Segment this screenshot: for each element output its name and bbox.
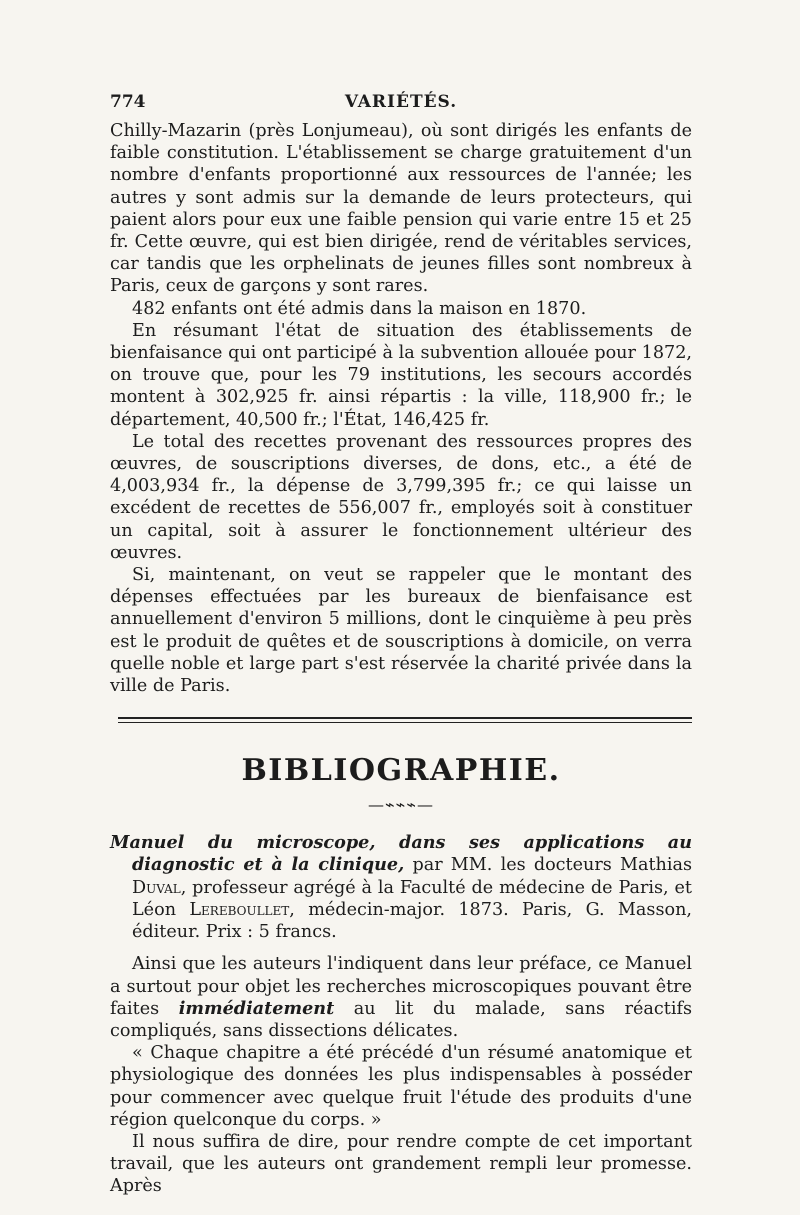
review-paragraph-3: Il nous suffira de dire, pour rendre compte de cet important travail, que les auteurs ont grandement rempli leur promesse. Après bbox=[110, 1131, 692, 1197]
ornament: —⌁⌁⌁— bbox=[368, 795, 434, 815]
review-p1-start: Ainsi que les auteurs l'indiquent dans leur préface, ce Manuel a surtout pour objet les recherches microscopiques pouvant être faites bbox=[110, 954, 692, 1019]
book-reference bbox=[110, 832, 692, 943]
review-paragraph-1 bbox=[110, 953, 692, 1042]
page-number: 774 bbox=[110, 92, 146, 112]
review-p1-end: au lit du malade, sans réactifs compliqués, sans dissections délicates. bbox=[110, 998, 693, 1041]
author-duval-role: , professeur agrégé à la Faculté de médecine de Paris, et Léon bbox=[132, 877, 692, 920]
paragraph-enfants-admis: 482 enfants ont été admis dans la maison en 1870. bbox=[132, 298, 587, 319]
paragraph-subvention: En résumant l'état de situation des établissements de bienfaisance qui ont participé à la subvention allouée pour 1872, on trouve que, pour les 79 institutions, les secours accordés montent à 302,925 fr. ainsi répartis : la ville, 118,900 fr.; le département, 40,500 fr.; l'État, 146,425 fr. bbox=[110, 320, 692, 430]
book-by: par MM. les docteurs Mathias bbox=[412, 855, 693, 876]
paragraph-recettes: Le total des recettes provenant des ressources propres des œuvres, de souscriptions diverses, de dons, etc., a été de 4,003,934 fr., la dépense de 3,799,395 fr.; ce qui laisse un excédent de recettes de 556,007 fr., employés soit à constituer un capital, soit à assurer le fonctionnement ultérieur des œuvres. bbox=[110, 431, 692, 563]
author-duval: Duval bbox=[132, 877, 181, 898]
book-publication: , médecin-major. 1873. Paris, G. Masson, éditeur. Prix : 5 francs. bbox=[132, 899, 692, 943]
review-p1-emphasis: immédiatement bbox=[178, 997, 335, 1019]
book-title: Manuel du microscope, dans ses applications au diagnostic et à la clinique, bbox=[110, 832, 692, 876]
review-paragraph-2: « Chaque chapitre a été précédé d'un résumé anatomique et physiologique des données les plus indispensables à posséder pour commencer avec quelque fruit l'étude des produits d'une région quelconque du corps. » bbox=[110, 1043, 692, 1130]
author-lereboullet: Lereboullet bbox=[189, 899, 290, 920]
section-title: BIBLIOGRAPHIE. bbox=[241, 753, 561, 789]
paragraph-depenses: Si, maintenant, on veut se rappeler que le montant des dépenses effectuées par les bureaux de bienfaisance est annuellement d'environ 5 millions, dont le cinquième à peu près est le produit de quêtes et de souscriptions à domicile, on verra quelle noble et large part s'est réservée la charité privée dans la ville de Paris. bbox=[110, 565, 692, 697]
paragraph-orphelinat: Chilly-Mazarin (près Lonjumeau), où sont dirigés les enfants de faible constitution. L'établissement se charge gratuitement d'un nombre d'enfants proportionné aux ressources de l'année; les autres y sont admis sur la demande de leurs protecteurs, qui paient alors pour eux une faible pension qui varie entre 15 et 25 fr. Cette œuvre, qui est bien dirigée, rend de véritables services, car tandis que les orphelinats de jeunes filles sont nombreux à Paris, ceux de garçons y sont rares. bbox=[110, 121, 692, 297]
running-title: VARIÉTÉS. bbox=[344, 92, 458, 112]
running-head bbox=[110, 92, 692, 120]
section-divider bbox=[118, 717, 692, 723]
